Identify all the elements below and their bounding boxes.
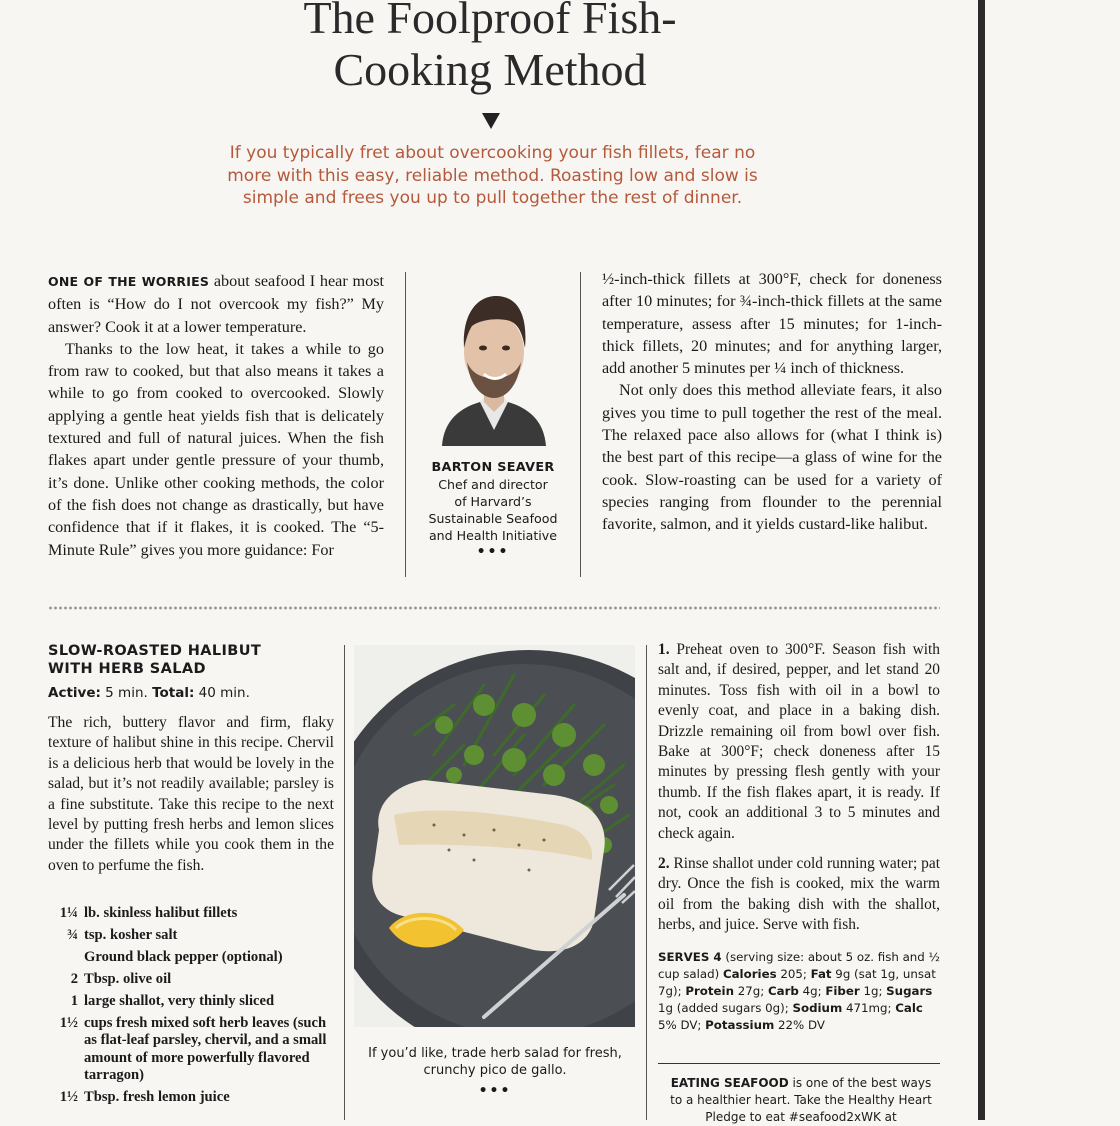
ingredient-text: Ground black pepper (optional) xyxy=(84,949,283,965)
author-bio-line-3: Sustainable Seafood xyxy=(428,511,558,526)
recipe-divider-left xyxy=(344,645,345,1120)
protein-label: Protein xyxy=(685,984,734,998)
ingredient-text: lb. skinless halibut fillets xyxy=(84,905,238,921)
ingredient-text: Tbsp. olive oil xyxy=(84,971,172,987)
author-bio-line-1: Chef and director xyxy=(438,477,548,492)
recipe-intro: The rich, buttery flavor and firm, flaky texture of halibut shine in this recipe. Chervil is a delicious herb that would be lovely in the salad, but it’s not readily available; parsley is a fine substitute. Take this recipe to the next level by putting fresh herbs and lemon slices under the fillets while you cook them in the oven to perfume the fish. xyxy=(48,714,334,874)
calories-label: Calories xyxy=(722,967,777,981)
recipe-times xyxy=(48,685,250,701)
recipe-title-line-1: SLOW-ROASTED HALIBUT xyxy=(48,643,262,659)
recipe-title xyxy=(48,642,308,678)
protein-value: 27g; xyxy=(733,984,768,998)
dotted-section-divider xyxy=(48,603,940,613)
article-dek: If you typically fret about overcooking your fish fillets, fear no more with this easy, reliable method. Roasting low and slow is simple and frees you up to pull together the rest of dinner. xyxy=(227,143,758,208)
step-1-number: 1. xyxy=(658,641,670,658)
eating-seafood-text: is one of the best ways to a healthier heart. Take the Healthy Heart Pledge to eat #seafood2xWK at xyxy=(670,1076,932,1124)
potassium-label: Potassium xyxy=(705,1018,775,1032)
recipe-step-1 xyxy=(658,640,940,844)
ingredient-text: cups fresh mixed soft herb leaves (such as flat-leaf parsley, chervil, and a small amount of more powerfully flavored tarragon) xyxy=(84,1015,327,1084)
ingredient-row xyxy=(48,971,338,988)
lead-in: ONE OF THE WORRIES xyxy=(48,274,210,289)
ingredient-quantity xyxy=(48,949,84,966)
ingredient-row xyxy=(48,949,338,966)
recipe-step-2 xyxy=(658,854,940,936)
ingredient-quantity: ¾ xyxy=(67,927,78,943)
ingredient-quantity: 1½ xyxy=(59,1015,78,1031)
calc-value: 5% DV; xyxy=(658,1018,706,1032)
ingredient-row xyxy=(48,993,338,1010)
ingredient-text: Tbsp. fresh lemon juice xyxy=(84,1089,230,1106)
column-1-text-1: about seafood I hear most often is “How do I not overcook my fish?” My answer? Cook it at a lower temperature. xyxy=(48,272,384,336)
sidebar-rule xyxy=(658,1063,940,1064)
active-label: Active: xyxy=(48,685,101,701)
ingredient-row xyxy=(48,927,338,944)
step-2-text: Rinse shallot under cold running water; pat dry. Once the fish is cooked, mix the warm oil from the baking dish with the shallot, herbs, and juice. Serve with fish. xyxy=(658,855,940,934)
caption-ellipsis: ••• xyxy=(478,1083,512,1099)
ingredient-quantity: 1¼ xyxy=(59,905,78,921)
photo-caption: If you’d like, trade herb salad for fresh, crunchy pico de gallo. xyxy=(368,1046,622,1078)
ingredient-text: tsp. kosher salt xyxy=(84,927,178,943)
ellipsis-ornament: ••• xyxy=(476,544,510,560)
article-title-line-2: Cooking Method xyxy=(333,44,647,95)
step-1-text: Preheat oven to 300°F. Season fish with salt and, if desired, pepper, and let stand 20 minutes. Toss fish with oil in a bowl to evenly coat, and place in a baking dish. Drizzle remaining oil from bowl over fish. Bake at 300°F; check doneness after 15 minutes by pressing flesh gently with your thumb. If the fish flakes apart, it is ready. If not, cook an additional 3 to 5 minutes and check again. xyxy=(658,641,940,842)
ingredient-quantity: 1½ xyxy=(59,1089,78,1106)
carb-label: Carb xyxy=(767,984,799,998)
page-edge-rule xyxy=(978,0,985,1120)
eating-seafood-note xyxy=(670,1075,932,1126)
ingredient-row xyxy=(48,1015,338,1085)
ingredient-quantity: 1 xyxy=(70,993,78,1009)
nutrition-info xyxy=(658,949,940,1034)
ingredient-quantity: 2 xyxy=(70,971,78,987)
sodium-label: Sodium xyxy=(792,1001,843,1015)
sodium-value: 471mg; xyxy=(842,1001,896,1015)
fiber-label: Fiber xyxy=(825,984,860,998)
ingredient-row xyxy=(48,905,338,922)
fat-value: 9g (sat 1g, unsat 7g); xyxy=(658,967,936,998)
author-name: BARTON SEAVER xyxy=(431,460,555,475)
author-bio-line-4: and Health Initiative xyxy=(428,528,558,543)
author-portrait xyxy=(440,290,548,446)
fiber-value: 1g; xyxy=(859,984,887,998)
column-divider-left xyxy=(405,272,406,577)
article-title-line-1: The Foolproof Fish- xyxy=(303,0,677,43)
eating-seafood-lead: EATING SEAFOOD xyxy=(670,1076,789,1090)
author-bio-line-2: of Harvard’s xyxy=(454,494,532,509)
column-divider-right xyxy=(580,272,581,577)
calc-label: Calc xyxy=(895,1001,923,1015)
step-2-number: 2. xyxy=(658,855,670,873)
article-title xyxy=(200,0,780,96)
serving-size: (serving size: about 5 oz. fish and ½ cup salad) xyxy=(658,950,940,981)
recipe-title-line-2: WITH HERB SALAD xyxy=(48,661,206,677)
halibut-photo xyxy=(354,645,635,1027)
sugars-value: 1g (added sugars 0g); xyxy=(658,1001,793,1015)
column-1-paragraph-2: Thanks to the low heat, it takes a while to go from raw to cooked, but that also means it takes a while to go from cooked to overcooked. Slowly applying a gentle heat yields fish that is delicately textured and full of natural juices. When the fish flakes apart under gentle pressure of your thumb, it’s done. Unlike other cooking methods, the color of the fish does not change as drastically, but have confidence that if it flakes, it is cooked. The “5-Minute Rule” gives you more guidance: For xyxy=(48,339,384,559)
carb-value: 4g; xyxy=(798,984,826,998)
active-value: 5 min. xyxy=(100,685,153,701)
ingredient-row xyxy=(48,1089,338,1106)
potassium-value: 22% DV xyxy=(774,1018,825,1032)
author-bio xyxy=(412,459,574,561)
column-1-paragraph-1 xyxy=(48,270,384,338)
serves-label: SERVES 4 xyxy=(658,950,722,964)
ingredient-list xyxy=(48,905,338,1111)
recipe-divider-right xyxy=(646,645,647,1120)
fat-label: Fat xyxy=(810,967,832,981)
sugars-label: Sugars xyxy=(886,984,933,998)
article-column-1 xyxy=(48,270,384,561)
column-3-paragraph-2: Not only does this method alleviate fears, it also gives you time to pull together the rest of the meal. The relaxed pace also allows for (what I think is) the best part of this recipe—a glass of wine for the cook. Slow-roasting can be used for a variety of species ranging from flounder to the perennial favorite, salmon, and it yields custard-like halibut. xyxy=(602,381,942,534)
article-column-3 xyxy=(602,268,942,536)
total-label: Total: xyxy=(152,685,195,701)
total-value: 40 min. xyxy=(194,685,250,701)
recipe-steps xyxy=(658,640,940,946)
column-3-paragraph-1: ½-inch-thick fillets at 300°F, check for doneness after 10 minutes; for ¾-inch-thick fillets at the same temperature, assess after 15 minutes; for 1-inch-thick fillets, 20 minutes; and for anything larger, add another 5 minutes per ¼ inch of thickness. xyxy=(602,270,942,378)
ingredient-text: large shallot, very thinly sliced xyxy=(84,993,275,1009)
calories-value: 205; xyxy=(776,967,811,981)
triangle-down-icon xyxy=(482,113,500,129)
